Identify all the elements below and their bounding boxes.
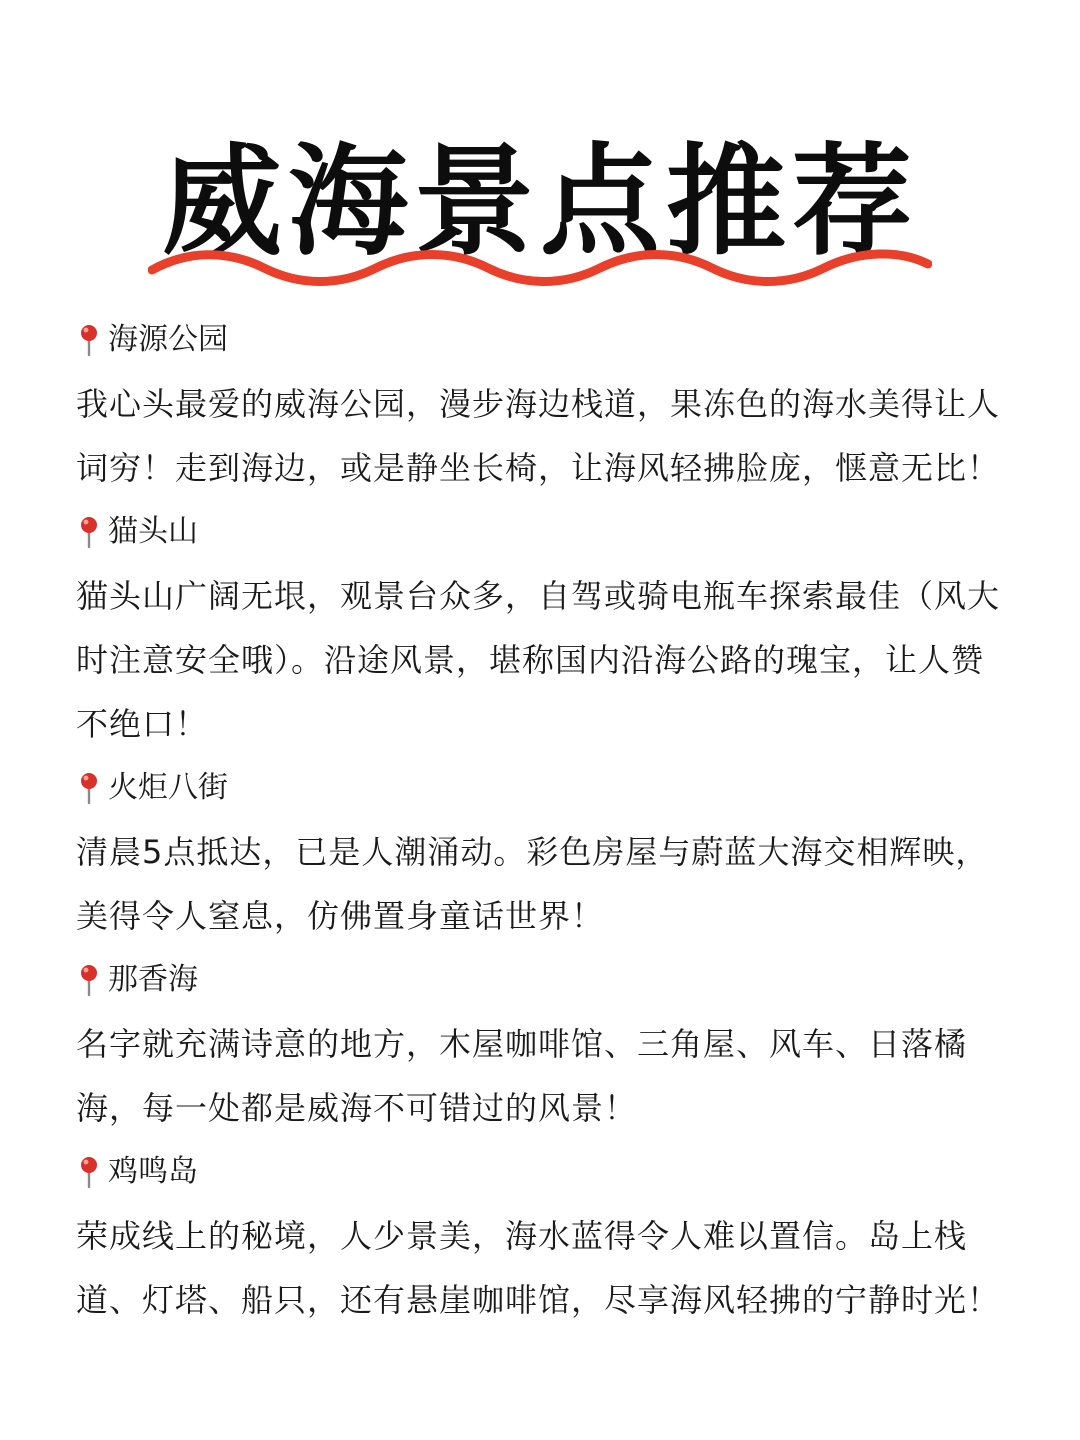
- page-title: 威海景点推荐: [162, 133, 918, 272]
- map-pin-icon: [76, 515, 102, 549]
- map-pin-icon: [76, 771, 102, 805]
- attraction-description: 荣成线上的秘境，人少景美，海水蓝得令人难以置信。岛上栈道、灯塔、船只，还有悬崖咖啡馆，尽享海风轻拂的宁静时光！: [76, 1217, 1001, 1319]
- attraction-name: 猫头山: [108, 514, 198, 549]
- wave-underline-path: [152, 254, 928, 282]
- attraction-name: 火炬八街: [108, 770, 228, 805]
- attraction-description: 我心头最爱的威海公园，漫步海边栈道，果冻色的海水美得让人词穷！走到海边，或是静坐长椅，让海风轻拂脸庞，惬意无比！: [76, 385, 1001, 487]
- attraction-heading: [76, 948, 1016, 1012]
- attraction-heading: [76, 308, 1016, 372]
- attraction-description: 猫头山广阔无垠，观景台众多，自驾或骑电瓶车探索最佳（风大时注意安全哦）。沿途风景，堪称国内沿海公路的瑰宝，让人赞不绝口！: [76, 577, 1001, 743]
- attraction-section: [76, 308, 1016, 500]
- map-pin-icon: [76, 1155, 102, 1189]
- attraction-section: [76, 1140, 1016, 1332]
- attraction-description: 名字就充满诗意的地方，木屋咖啡馆、三角屋、风车、日落橘海，每一处都是威海不可错过的风景！: [76, 1025, 968, 1127]
- attraction-section: [76, 500, 1016, 756]
- attraction-name: 那香海: [108, 962, 198, 997]
- attraction-heading: [76, 756, 1016, 820]
- map-pin-icon: [76, 323, 102, 357]
- title-block: [0, 128, 1080, 298]
- attraction-heading: [76, 1140, 1016, 1204]
- attraction-description: 清晨5点抵达，已是人潮涌动。彩色房屋与蔚蓝大海交相辉映，美得令人窒息，仿佛置身童话世界！: [76, 833, 989, 935]
- attraction-name: 海源公园: [108, 322, 228, 357]
- attraction-section: [76, 756, 1016, 948]
- attraction-section: [76, 948, 1016, 1140]
- wave-underline: [148, 248, 932, 288]
- attractions-list: [76, 308, 1016, 1332]
- attraction-heading: [76, 500, 1016, 564]
- map-pin-icon: [76, 963, 102, 997]
- attraction-name: 鸡鸣岛: [108, 1154, 198, 1189]
